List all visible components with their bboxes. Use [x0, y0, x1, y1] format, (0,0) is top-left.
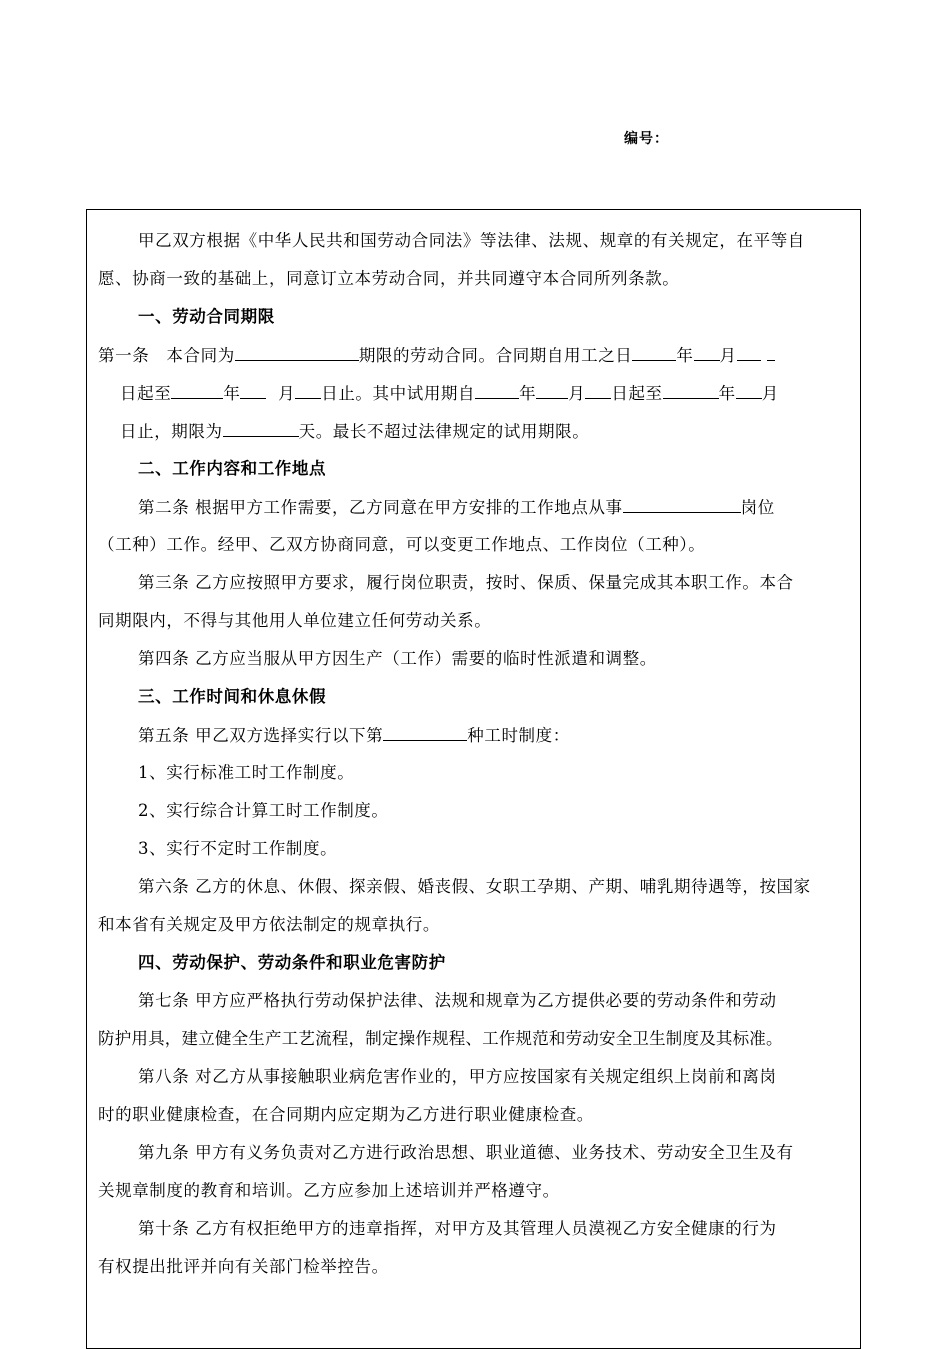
article-8-line-2: 时的职业健康检查，在合同期内应定期为乙方进行职业健康检查。 [98, 1105, 594, 1124]
start-year-field[interactable] [632, 344, 676, 361]
section-1-title: 一、劳动合同期限 [138, 307, 275, 326]
contract-term-type-field[interactable] [235, 344, 359, 361]
probation-start-year-field[interactable] [475, 382, 519, 399]
article-10-line-1: 第十条 乙方有权拒绝甲方的违章指挥，对甲方及其管理人员漠视乙方安全健康的行为 [138, 1219, 777, 1238]
article-3-line-1: 第三条 乙方应按照甲方要求，履行岗位职责，按时、保质、保量完成其本职工作。本合 [138, 573, 794, 592]
end-month-field[interactable] [240, 382, 266, 399]
article-5-line-1: 第五条 甲乙双方选择实行以下第 种工时制度： [138, 726, 570, 745]
article-9-line-1: 第九条 甲方有义务负责对乙方进行政治思想、职业道德、业务技术、劳动安全卫生及有 [138, 1143, 794, 1162]
article-7-line-1: 第七条 甲方应严格执行劳动保护法律、法规和规章为乙方提供必要的劳动条件和劳动 [138, 991, 777, 1010]
job-position-field[interactable] [623, 496, 741, 513]
preamble-line-2: 愿、协商一致的基础上，同意订立本劳动合同，并共同遵守本合同所列条款。 [98, 269, 680, 288]
article-1-line-1: 第一条 本合同为 期限的劳动合同。合同期自用工之日 年 月 [98, 344, 775, 367]
probation-start-day-field[interactable] [585, 382, 611, 399]
preamble-line-1: 甲乙双方根据《中华人民共和国劳动合同法》等法律、法规、规章的有关规定，在平等自 [138, 231, 805, 250]
start-month-field[interactable] [694, 344, 720, 361]
probation-days-field[interactable] [223, 420, 299, 437]
end-year-field[interactable] [171, 382, 223, 399]
article-7-line-2: 防护用具，建立健全生产工艺流程，制定操作规程、工作规范和劳动安全卫生制度及其标准。 [98, 1029, 783, 1048]
probation-start-month-field[interactable] [536, 382, 568, 399]
section-3-title: 三、工作时间和休息休假 [138, 687, 327, 706]
article-9-line-2: 关规章制度的教育和培训。乙方应参加上述培训并严格遵守。 [98, 1181, 560, 1200]
section-2-title: 二、工作内容和工作地点 [138, 459, 327, 478]
article-5-option-3: 3、实行不定时工作制度。 [138, 839, 338, 858]
end-day-field[interactable] [295, 382, 321, 399]
article-1-line-3: 日止，期限为 天。最长不超过法律规定的试用期限。 [120, 422, 590, 441]
article-8-line-1: 第八条 对乙方从事接触职业病危害作业的，甲方应按国家有关规定组织上岗前和离岗 [138, 1067, 777, 1086]
article-1-line-2: 日起至 年 月 日止。其中试用期自 年 月 日起至 年 月 [120, 384, 779, 403]
article-5-option-2: 2、实行综合计算工时工作制度。 [138, 801, 389, 820]
article-2-line-2: （工种）工作。经甲、乙双方协商同意，可以变更工作地点、工作岗位（工种）。 [98, 535, 706, 554]
article-4-line: 第四条 乙方应当服从甲方因生产（工作）需要的临时性派遣和调整。 [138, 649, 657, 668]
article-3-line-2: 同期限内，不得与其他用人单位建立任何劳动关系。 [98, 611, 492, 630]
article-2-line-1: 第二条 根据甲方工作需要，乙方同意在甲方安排的工作地点从事 岗位 [138, 498, 775, 517]
start-day-field[interactable] [737, 344, 761, 361]
probation-end-year-field[interactable] [663, 382, 719, 399]
article-6-line-2: 和本省有关规定及甲方依法制定的规章执行。 [98, 915, 440, 934]
working-hours-system-field[interactable] [383, 724, 467, 741]
section-4-title: 四、劳动保护、劳动条件和职业危害防护 [138, 953, 446, 972]
article-6-line-1: 第六条 乙方的休息、休假、探亲假、婚丧假、女职工孕期、产期、哺乳期待遇等，按国家 [138, 877, 811, 896]
probation-end-month-field[interactable] [736, 382, 762, 399]
article-10-line-2: 有权提出批评并向有关部门检举控告。 [98, 1257, 389, 1276]
article-5-option-1: 1、实行标准工时工作制度。 [138, 763, 355, 782]
serial-number-label: 编号： [624, 131, 669, 147]
